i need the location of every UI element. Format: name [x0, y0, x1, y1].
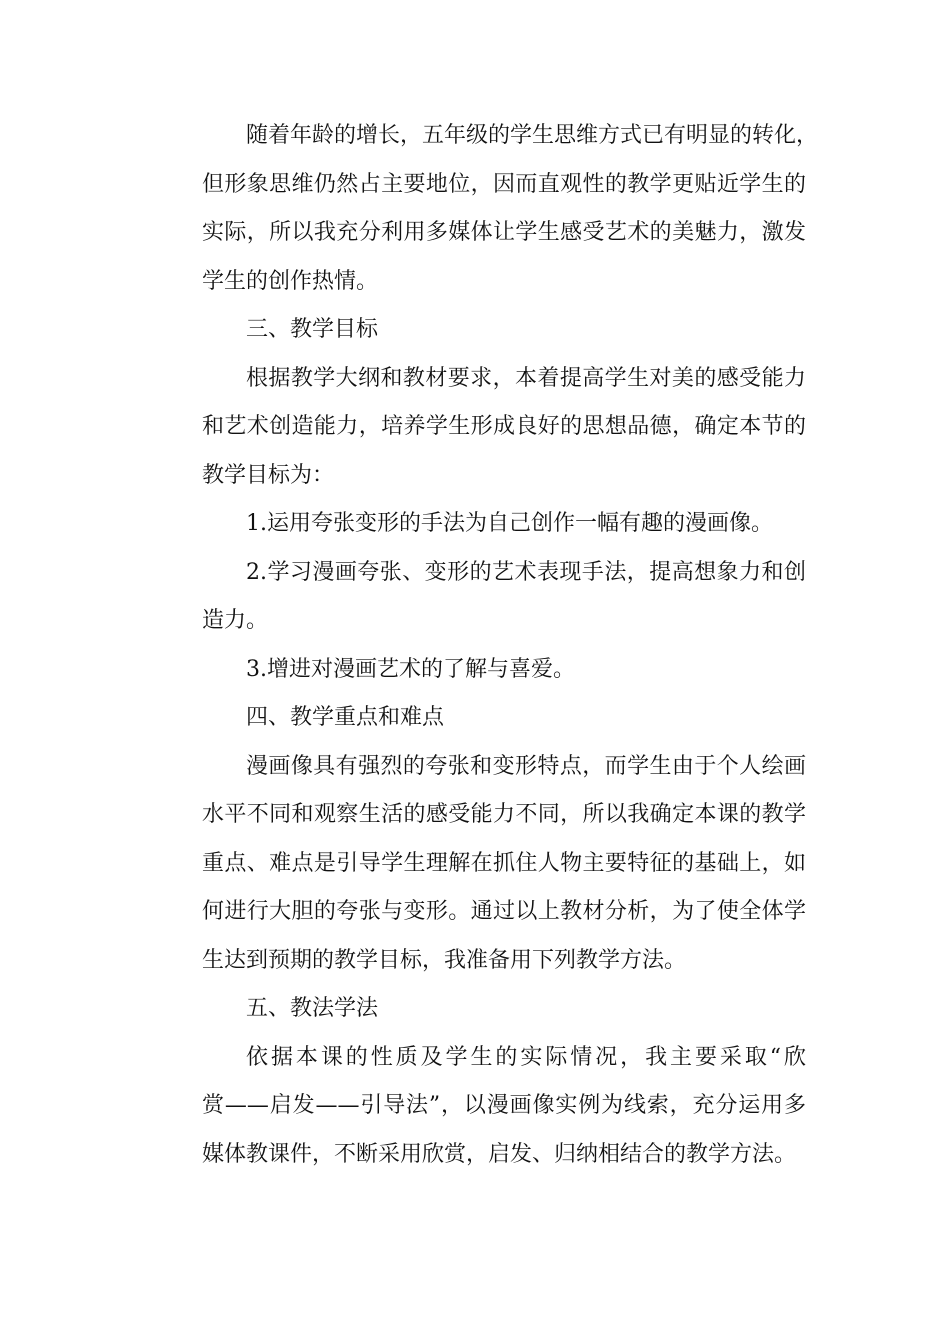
paragraph: [202, 743, 806, 986]
text-line: 教学目标为：: [202, 462, 335, 488]
text-line: 根据教学大纲和教材要求，本着提高学生对美的感受能力: [246, 365, 806, 391]
text-line: 实际，所以我充分利用多媒体让学生感受艺术的美魅力，激发: [202, 220, 806, 245]
text-line: 五、教法学法: [246, 996, 379, 1021]
paragraph: [202, 1034, 806, 1180]
text-line: 学生的创作热情。: [202, 268, 379, 294]
paragraph: [202, 355, 806, 501]
text-line: 赏——启发——引导法”，以漫画像实例为线索，充分运用多: [202, 1093, 806, 1118]
text-line: 但形象思维仍然占主要地位，因而直观性的教学更贴近学生的: [202, 171, 806, 197]
text-line: 1.运用夸张变形的手法为自己创作一幅有趣的漫画像。: [246, 511, 773, 536]
section-heading: [202, 985, 806, 1034]
text-line: 水平不同和观察生活的感受能力不同，所以我确定本课的教学: [202, 802, 806, 827]
text-line: 何进行大胆的夸张与变形。通过以上教材分析，为了使全体学: [202, 899, 806, 924]
text-line: 媒体教课件，不断采用欣赏，启发、归纳相结合的教学方法。: [202, 1141, 797, 1167]
paragraph: [202, 500, 806, 549]
text-line: 随着年龄的增长，五年级的学生思维方式已有明显的转化，: [246, 123, 819, 148]
section-heading: [202, 694, 806, 743]
text-line: 重点、难点是引导学生理解在抓住人物主要特征的基础上，如: [202, 850, 806, 876]
paragraph: [202, 646, 806, 695]
text-line: 三、教学目标: [246, 317, 379, 342]
text-line: 2.学习漫画夸张、变形的艺术表现手法，提高想象力和创: [246, 559, 806, 585]
section-heading: [202, 306, 806, 355]
text-line: 漫画像具有强烈的夸张和变形特点，而学生由于个人绘画: [246, 753, 806, 779]
text-line: 和艺术创造能力，培养学生形成良好的思想品德，确定本节的: [202, 414, 806, 439]
paragraph: [202, 112, 819, 306]
text-line: 四、教学重点和难点: [246, 705, 445, 730]
text-line: 生达到预期的教学目标，我准备用下列教学方法。: [202, 947, 687, 973]
paragraph: [202, 549, 806, 646]
text-line: 依据本课的性质及学生的实际情况，我主要采取“欣: [246, 1044, 806, 1070]
text-line: 造力。: [202, 608, 269, 633]
text-line: 3.增进对漫画艺术的了解与喜爱。: [246, 656, 575, 682]
document-body: [202, 112, 819, 1179]
